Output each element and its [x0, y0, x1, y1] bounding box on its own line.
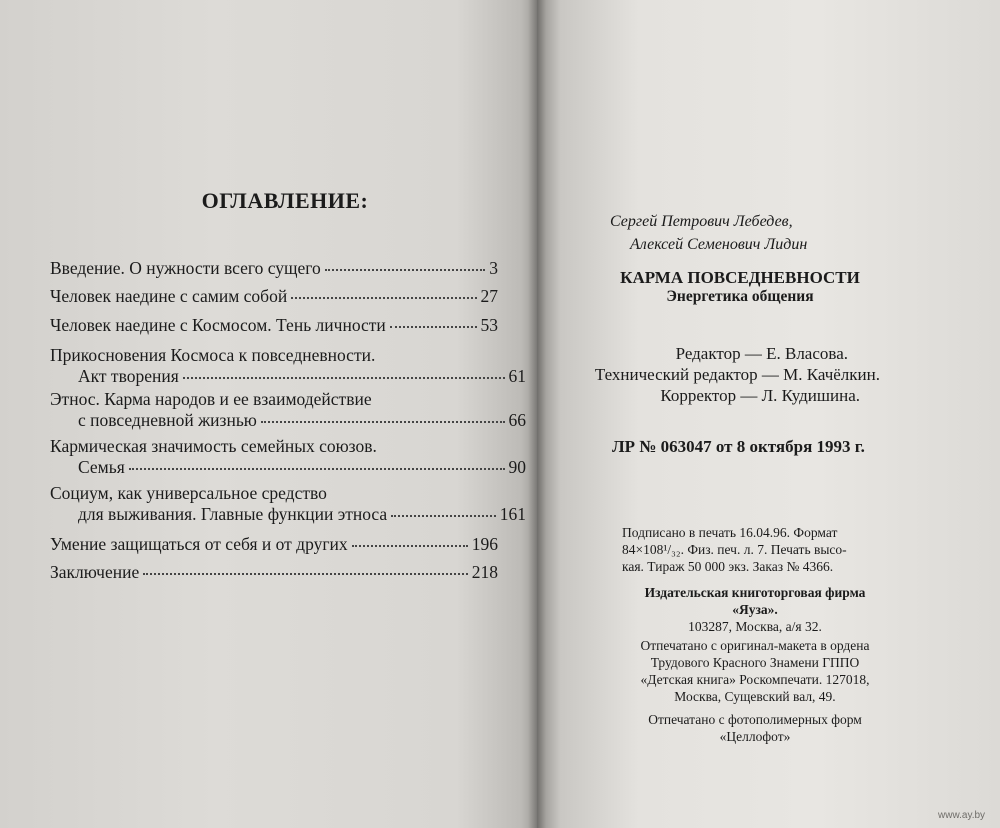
- technical-editor: Технический редактор — М. Качёлкин.: [594, 365, 880, 384]
- author-2: Алексей Семенович Лидин: [630, 236, 808, 253]
- toc-entry: [50, 436, 526, 478]
- toc-entry-title: Заключение: [50, 562, 140, 582]
- publisher-brand: «Яуза».: [732, 602, 778, 617]
- watermark: www.ay.by: [938, 810, 986, 821]
- printer-line: «Детская книга» Роскомпечати. 127018,: [640, 672, 870, 687]
- toc-page-number: 27: [480, 286, 498, 306]
- toc-page-number: 61: [508, 366, 526, 386]
- toc-title: ОГЛАВЛЕНИЕ:: [201, 188, 369, 213]
- print-details-line: кая. Тираж 50 000 экз. Заказ № 4366.: [622, 559, 834, 574]
- toc-entry-title: Кармическая значимость семейных союзов.: [50, 436, 377, 456]
- toc-entry-title: Введение. О нужности всего сущего: [50, 258, 321, 278]
- toc-entry-title-cont: Акт творения: [78, 366, 179, 386]
- toc-entry: [50, 483, 526, 525]
- toc-entry-title: Этнос. Карма народов и ее взаимодействие: [50, 389, 372, 409]
- toc-leader: [391, 515, 496, 517]
- toc-entry-title: Человек наедине с Космосом. Тень личности: [50, 315, 386, 335]
- forms-line: «Целлофот»: [719, 729, 791, 744]
- toc-leader: [129, 468, 505, 470]
- toc-entry: [50, 258, 498, 279]
- toc-page-number: 3: [489, 258, 498, 278]
- toc-entry: [50, 389, 526, 431]
- toc-entry: [50, 286, 498, 307]
- print-details-line: 84×108¹/₃₂. Физ. печ. л. 7. Печать высо-: [622, 542, 847, 557]
- toc-leader: [183, 377, 505, 379]
- authors: [580, 210, 900, 256]
- toc-leader: [390, 326, 477, 328]
- publisher-address: 103287, Москва, а/я 32.: [688, 619, 822, 634]
- print-details-line: Подписано в печать 16.04.96. Формат: [622, 525, 838, 540]
- toc-leader: [352, 545, 468, 547]
- toc-entry-title-cont: Семья: [78, 457, 125, 477]
- printer-line: Трудового Красного Знамени ГППО: [650, 655, 860, 670]
- publisher: [610, 584, 900, 635]
- license-number: ЛР № 063047 от 8 октября 1993 г.: [612, 437, 865, 456]
- toc-entry: [50, 315, 498, 336]
- printer-line: Отпечатано с оригинал-макета в ордена: [640, 638, 870, 653]
- toc-entry-title: Человек наедине с самим собой: [50, 286, 288, 306]
- book-gutter: [528, 0, 546, 828]
- toc-entry-title: Прикосновения Космоса к повседневности.: [50, 345, 376, 365]
- print-forms-info: [610, 711, 900, 745]
- toc-entry-title-cont: с повседневной жизнью: [78, 410, 257, 430]
- toc-entry: [50, 534, 498, 555]
- toc-page-number: 161: [499, 504, 526, 524]
- toc-entry-title-cont: для выживания. Главные функции этноса: [78, 504, 388, 524]
- toc-page-number: 53: [480, 315, 498, 335]
- toc-page-number: 196: [471, 534, 498, 554]
- toc-leader: [143, 573, 468, 575]
- forms-line: Отпечатано с фотополимерных форм: [648, 712, 862, 727]
- printer-line: Москва, Сущевский вал, 49.: [674, 689, 836, 704]
- toc-entry: [50, 562, 498, 583]
- toc-leader: [325, 269, 485, 271]
- book-title: КАРМА ПОВСЕДНЕВНОСТИ: [620, 268, 860, 287]
- proofreader: Корректор — Л. Кудишина.: [660, 386, 860, 405]
- author-1: Сергей Петрович Лебедев,: [610, 213, 793, 230]
- toc-entry-title: Умение защищаться от себя и от других: [50, 534, 348, 554]
- printer-info: [610, 637, 900, 705]
- toc-page-number: 218: [471, 562, 498, 582]
- book-subtitle: Энергетика общения: [666, 288, 814, 305]
- toc-page-number: 90: [508, 457, 526, 477]
- publisher-name: Издательская книготорговая фирма: [644, 585, 866, 600]
- print-details: [622, 524, 884, 575]
- editor: Редактор — Е. Власова.: [675, 344, 848, 363]
- toc-leader: [261, 421, 505, 423]
- toc-page-number: 66: [508, 410, 526, 430]
- toc-entry: [50, 345, 526, 387]
- toc-leader: [291, 297, 476, 299]
- editorial-staff: [580, 343, 880, 406]
- toc-entry-title: Социум, как универсальное средство: [50, 483, 327, 503]
